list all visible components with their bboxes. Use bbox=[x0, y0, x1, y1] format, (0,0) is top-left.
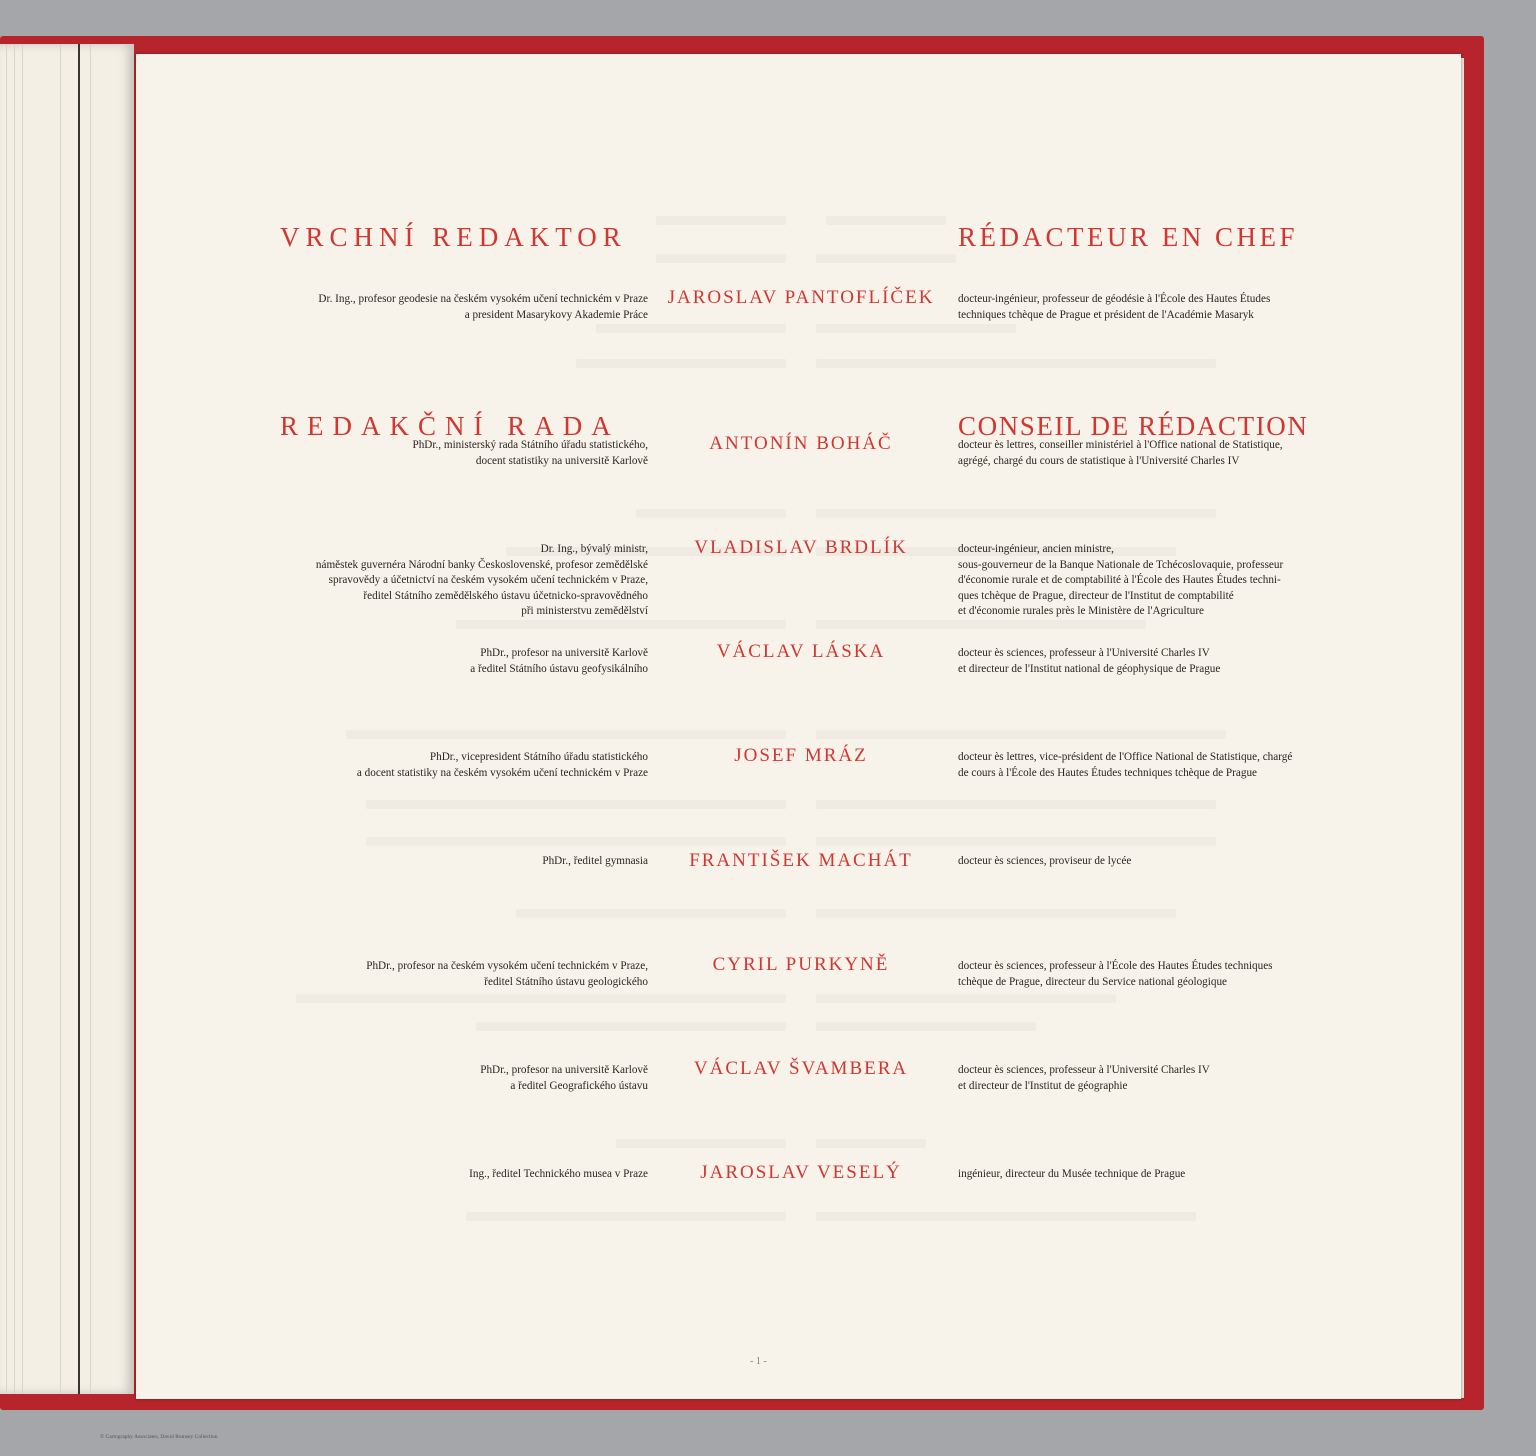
member-name: CYRIL PURKYNĚ bbox=[712, 954, 890, 975]
heading-board-cz: REDAKČNÍ RADA bbox=[280, 411, 620, 442]
member-description-cz: PhDr., vicepresident Státního úřadu statistického a docent statistiky na českém vysokém učení technickém v Praze bbox=[356, 751, 648, 779]
editor-description-fr: docteur-ingénieur, professeur de géodésie à l'École des Hautes Études techniques tchèque de Prague et président de l'Académie Masaryk bbox=[958, 293, 1271, 321]
page-number: - 1 - bbox=[750, 1356, 767, 1367]
member-description-cz: Ing., ředitel Technického musea v Praze bbox=[469, 1168, 648, 1180]
member-description-cz: PhDr., profesor na universitě Karlově a ředitel Státního ústavu geofysikálního bbox=[470, 647, 648, 675]
document-page bbox=[136, 54, 1461, 1399]
member-description-cz: PhDr., ředitel gymnasia bbox=[542, 855, 648, 867]
member-name: VLADISLAV BRDLÍK bbox=[694, 537, 908, 558]
member-description-cz: PhDr., profesor na českém vysokém učení technickém v Praze, ředitel Státního ústavu geologického bbox=[366, 960, 648, 988]
member-description-fr: ingénieur, directeur du Musée technique de Prague bbox=[958, 1168, 1186, 1180]
heading-editor-cz: VRCHNÍ REDAKTOR bbox=[280, 222, 627, 253]
heading-editor-fr: RÉDACTEUR EN CHEF bbox=[958, 222, 1299, 253]
member-name: FRANTIŠEK MACHÁT bbox=[689, 850, 913, 871]
member-description-cz: Dr. Ing., bývalý ministr, náměstek guvernéra Národní banky Československé, profesor zemědělské spravovědy a účetnictví na českém vysokém učení technickém v Praze, ředitel Státního zemědělského ústavu účetnicko-spravovědného při ministerstvu zemědělství bbox=[315, 543, 648, 618]
member-name: JAROSLAV VESELÝ bbox=[700, 1162, 902, 1183]
member-description-cz: PhDr., profesor na universitě Karlově a ředitel Geografického ústavu bbox=[480, 1064, 648, 1092]
member-description-fr: docteur ès lettres, conseiller ministériel à l'Office national de Statistique, agrégé, chargé du cours de statistique à l'Université Charles IV bbox=[958, 439, 1283, 467]
member-description-cz: PhDr., ministerský rada Státního úřadu statistického, docent statistiky na universitě Karlově bbox=[412, 439, 648, 467]
member-name: ANTONÍN BOHÁČ bbox=[709, 433, 893, 454]
member-name: JOSEF MRÁZ bbox=[734, 745, 868, 766]
editor-name: JAROSLAV PANTOFLÍČEK bbox=[667, 287, 935, 308]
member-name: VÁCLAV ŠVAMBERA bbox=[693, 1058, 909, 1079]
collection-credit: © Cartography Associates, David Rumsey Collection bbox=[100, 1434, 218, 1440]
member-description-fr: docteur ès lettres, vice-président de l'Office National de Statistique, chargé de cours à l'École des Hautes Études techniques tchèque de Prague bbox=[958, 751, 1293, 779]
editor-description-cz: Dr. Ing., profesor geodesie na českém vysokém učení technickém v Praze a president Masarykovy Akademie Práce bbox=[318, 293, 648, 321]
member-description-fr: docteur ès sciences, professeur à l'École des Hautes Études techniques tchèque de Prague, directeur du Service national géologique bbox=[958, 960, 1273, 988]
left-page-stack bbox=[0, 44, 134, 1394]
heading-board-fr: CONSEIL DE RÉDACTION bbox=[958, 411, 1309, 442]
binding-line bbox=[78, 44, 80, 1394]
member-description-fr: docteur-ingénieur, ancien ministre, sous-gouverneur de la Banque Nationale de Tchécoslovaquie, professeur d'économie rurale et de comptabilité à l'École des Hautes Études techni- ques tchèque de Prague, directeur de l'Institut de comptabilité et d'économie rurales près le Ministère de l'Agriculture bbox=[958, 543, 1284, 618]
member-description-fr: docteur ès sciences, professeur à l'Université Charles IV et directeur de l'Institut de géographie bbox=[958, 1064, 1210, 1092]
member-name: VÁCLAV LÁSKA bbox=[716, 641, 886, 662]
member-description-fr: docteur ès sciences, professeur à l'Université Charles IV et directeur de l'Institut national de géophysique de Prague bbox=[958, 647, 1221, 675]
member-description-fr: docteur ès sciences, proviseur de lycée bbox=[958, 855, 1132, 867]
